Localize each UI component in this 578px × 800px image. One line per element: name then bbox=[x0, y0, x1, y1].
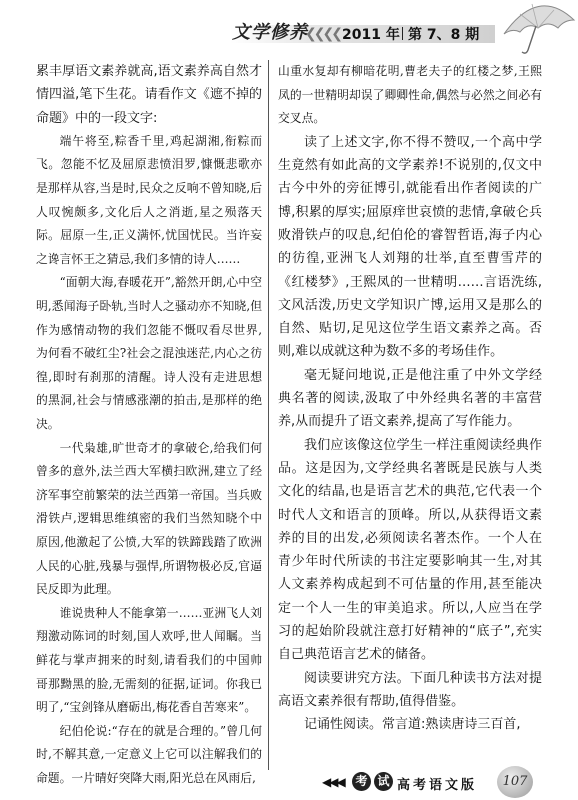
arrow-left-icon: ◀◀◀ bbox=[322, 775, 344, 789]
issue-year: 2011 年 bbox=[342, 27, 400, 43]
body-paragraph: 读了上述文字,你不得不赞叹,一个高中学生竟然有如此高的文学素养!不说别的,仅文中古今中外的旁征博引,就能看出作者阅读的广博,积累的厚实;屈原痒世哀愤的悲情,拿破仑兵败滑铁卢的叹息,纪伯伦的睿智哲语,海子内心的彷徨,亚洲飞人刘翔的壮举,直至曹雪芹的《红楼梦》,王熙凤的一世精明……言语洗练,文风活泼,历史文学知识广博,运用又是那么的自然、贴切,足见这位学生语文素养之高。否则,难以成就这种为数不多的考场佳作。 bbox=[278, 134, 542, 360]
footer-badge-shi: 试 bbox=[374, 772, 393, 791]
umbrella-icon bbox=[498, 0, 578, 56]
magazine-title: 高考语文版 bbox=[397, 778, 478, 793]
body-paragraph: 记诵性阅读。常言道:熟读唐诗三百首, bbox=[304, 717, 521, 733]
right-column bbox=[278, 60, 542, 737]
column-divider bbox=[268, 60, 269, 770]
quoted-excerpt-paragraph: 一代枭雄,旷世奇才的拿破仑,给我们何曾多的意外,法兰西大军横扫欧洲,建立了经济军事空前繁荣的法兰西第一帝国。当兵败滑铁卢,逻辑思维缜密的我们当然知晓个中原因,他激起了公愤,大军的铁蹄践踏了欧洲人民的心脏,残暴与强悍,所谓物极必反,官逼民反即为此理。 bbox=[36, 440, 262, 597]
body-paragraph: 我们应该像这位学生一样注重阅读经典作品。这是因为,文学经典名著既是民族与人类文化的结晶,也是语言艺术的典范,它代表一个时代人文和语言的顶峰。所以,从获得语文素养的目的出发,必须阅读名著杰作。一个人在青少年时代所读的书注定要影响其一生,对其人文素养构成起到不可估量的作用,甚至能决定一个人一生的审美追求。所以,人应当在学习的起始阶段就注意打好精神的“底子”,充实自己典范语言艺术的储备。 bbox=[278, 437, 542, 663]
left-column bbox=[36, 60, 262, 791]
page-header bbox=[0, 0, 578, 48]
column-brand: 文学修养 bbox=[232, 22, 308, 43]
quoted-excerpt-paragraph: 谁说贵种人不能拿第一……亚洲飞人刘翔激动陈词的时刻,国人欢呼,世人闻瞩。当鲜花与掌声拥来的时刻,请看我们的中国帅哥那黝黑的脸,无需刻的征据,证词。你我已明了,“宝剑锋从磨砺出,梅花香自苦寒来”。 bbox=[36, 605, 262, 715]
header-separator bbox=[402, 27, 403, 40]
chevron-decoration-icon: ❮❮❮❮ bbox=[305, 26, 340, 42]
quoted-excerpt-paragraph: 端午将至,粽香千里,鸡起湖湘,衔粽而飞。忽能不忆及屈原悲愤泪罗,慷慨悲歌亦是那样从容,当是时,民众之反响不曾知晓,后人叹惋颇多,文化后人之消逝,星之殒落天际。屈原一生,正义满怀,忧国忧民。当许妄之谗言怀王之猜忌,我们多情的诗人…… bbox=[36, 133, 262, 266]
issue-number: 第 7、8 期 bbox=[408, 27, 480, 43]
body-paragraph: 阅读要讲究方法。下面几种读书方法对提高语文素养很有帮助,值得借鉴。 bbox=[278, 670, 542, 709]
quoted-excerpt-paragraph: “面朝大海,春暖花开”,豁然开朗,心中空明,悉闻海子卧轨,当时人之骚动亦不知晓,但作为感情动物的我们忽能不慨叹看尽世界,为何看不破红尘?社会之混浊迷茫,内心之彷徨,即时有刹那的清醒。诗人没有走进思想的黑洞,社会与情感涨潮的拍击,是那样的绝决。 bbox=[36, 275, 262, 432]
page-number: 107 bbox=[497, 766, 533, 798]
page-footer bbox=[0, 760, 578, 800]
quoted-excerpt-paragraph: 山重水复却有柳暗花明,曹老夫子的红楼之梦,王熙凤的一世精明却误了卿卿性命,偶然与必然之间必有交叉点。 bbox=[278, 64, 542, 126]
footer-badge-kao: 考 bbox=[352, 772, 371, 791]
quoted-excerpt-paragraph: 纪伯伦说:“存在的就是合理的。”曾几何时,不解其意,一定意义上它可以注解我们的命题。一片晴好突降大雨,阳光总在风雨后, bbox=[36, 723, 262, 785]
body-paragraph: 毫无疑问地说,正是他注重了中外文学经典名著的阅读,汲取了中外经典名著的丰富营养,从而提升了语文素养,提高了写作能力。 bbox=[278, 367, 542, 430]
body-paragraph: 累丰厚语文素养就高,语文素养高自然才情四溢,笔下生花。请看作文《遮不掉的命题》中的一段文字: bbox=[36, 64, 262, 126]
